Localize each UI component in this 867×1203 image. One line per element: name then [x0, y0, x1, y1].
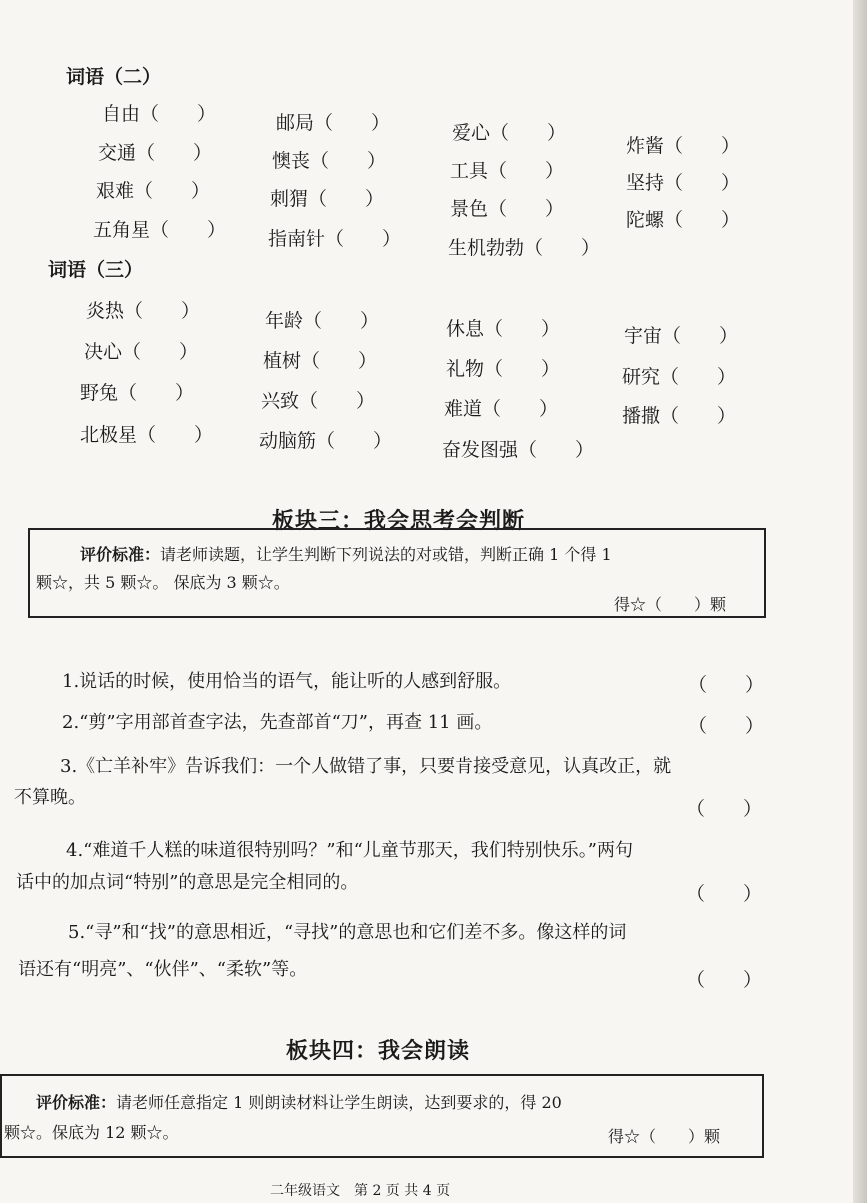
word-item: 研究（ ） — [622, 366, 737, 388]
word-item: 兴致（ ） — [261, 390, 376, 412]
criteria-line-2: 颗☆，共 5 颗☆。 保底为 3 颗☆。 — [36, 573, 290, 592]
word-item: 决心（ ） — [84, 341, 199, 363]
word-item: 动脑筋（ ） — [259, 430, 393, 452]
word-item: 艰难（ ） — [96, 180, 211, 202]
block3-heading: 板块三：我会思考会判断 — [272, 509, 526, 534]
section-label-ci-yu-2: 词语（二） — [66, 66, 162, 88]
word-item: 奋发图强（ ） — [442, 439, 595, 461]
score-field: 得☆（ ）颗 — [614, 595, 727, 614]
word-item: 指南针（ ） — [268, 228, 402, 250]
word-item: 北极星（ ） — [80, 424, 214, 446]
section-label-ci-yu-3: 词语（三） — [48, 259, 144, 281]
word-item: 炸酱（ ） — [626, 135, 741, 157]
word-item: 宇宙（ ） — [624, 325, 739, 347]
answer-paren-5[interactable]: （ ） — [686, 969, 763, 991]
block4-criteria-box — [0, 1074, 764, 1158]
score-field: 得☆（ ）颗 — [608, 1127, 721, 1146]
word-item: 邮局（ ） — [276, 112, 391, 134]
block4-heading: 板块四：我会朗读 — [286, 1039, 471, 1064]
question-5: 5.“寻”和“找”的意思相近，“寻找”的意思也和它们差不多。像这样的词 — [68, 922, 627, 943]
word-item: 爱心（ ） — [452, 122, 567, 144]
word-item: 播撒（ ） — [622, 405, 737, 427]
criteria-line-2: 颗☆。保底为 12 颗☆。 — [4, 1123, 179, 1142]
word-item: 自由（ ） — [102, 103, 217, 125]
answer-paren-4[interactable]: （ ） — [686, 883, 763, 905]
question-3: 3.《亡羊补牢》告诉我们：一个人做错了事，只要肯接受意见，认真改正，就 — [60, 756, 672, 777]
word-item: 植树（ ） — [263, 350, 378, 372]
question-2: 2.“剪”字用部首查字法，先查部首“刀”，再查 11 画。 — [62, 712, 493, 733]
word-item: 难道（ ） — [444, 398, 559, 420]
page-footer: 二年级语文 第 2 页 共 4 页 — [270, 1183, 451, 1199]
word-item: 礼物（ ） — [446, 358, 561, 380]
question-1: 1.说话的时候，使用恰当的语气，能让听的人感到舒服。 — [62, 671, 512, 692]
word-item: 生机勃勃（ ） — [448, 237, 601, 259]
word-item: 陀螺（ ） — [626, 209, 741, 231]
question-4: 4.“难道千人糕的味道很特别吗？”和“儿童节那天，我们特别快乐。”两句 — [66, 840, 633, 861]
word-item: 野兔（ ） — [80, 382, 195, 404]
criteria-label: 评价标准： — [36, 1093, 117, 1112]
word-item: 工具（ ） — [450, 160, 565, 182]
word-item: 五角星（ ） — [93, 219, 227, 241]
page-edge-shadow — [853, 0, 867, 1203]
word-item: 景色（ ） — [450, 198, 565, 220]
criteria-line-1: 评价标准：请老师任意指定 1 则朗读材料让学生朗读，达到要求的，得 20 — [36, 1093, 562, 1112]
answer-paren-3[interactable]: （ ） — [686, 798, 763, 820]
word-item: 炎热（ ） — [86, 300, 201, 322]
criteria-line-1: 评价标准：请老师读题，让学生判断下列说法的对或错，判断正确 1 个得 1 — [80, 545, 612, 564]
answer-paren-1[interactable]: （ ） — [688, 674, 765, 696]
question-3-line2: 不算晚。 — [14, 787, 86, 808]
word-item: 交通（ ） — [98, 142, 213, 164]
word-item: 刺猬（ ） — [270, 188, 385, 210]
answer-paren-2[interactable]: （ ） — [688, 715, 765, 737]
question-4-line2: 话中的加点词“特别”的意思是完全相同的。 — [16, 872, 359, 893]
criteria-label: 评价标准： — [80, 545, 161, 564]
word-item: 年龄（ ） — [265, 310, 380, 332]
word-item: 懊丧（ ） — [272, 150, 387, 172]
word-item: 休息（ ） — [446, 318, 561, 340]
question-5-line2: 语还有“明亮”、“伙伴”、“柔软”等。 — [18, 959, 308, 980]
word-item: 坚持（ ） — [626, 172, 741, 194]
block3-criteria-box — [28, 528, 766, 618]
